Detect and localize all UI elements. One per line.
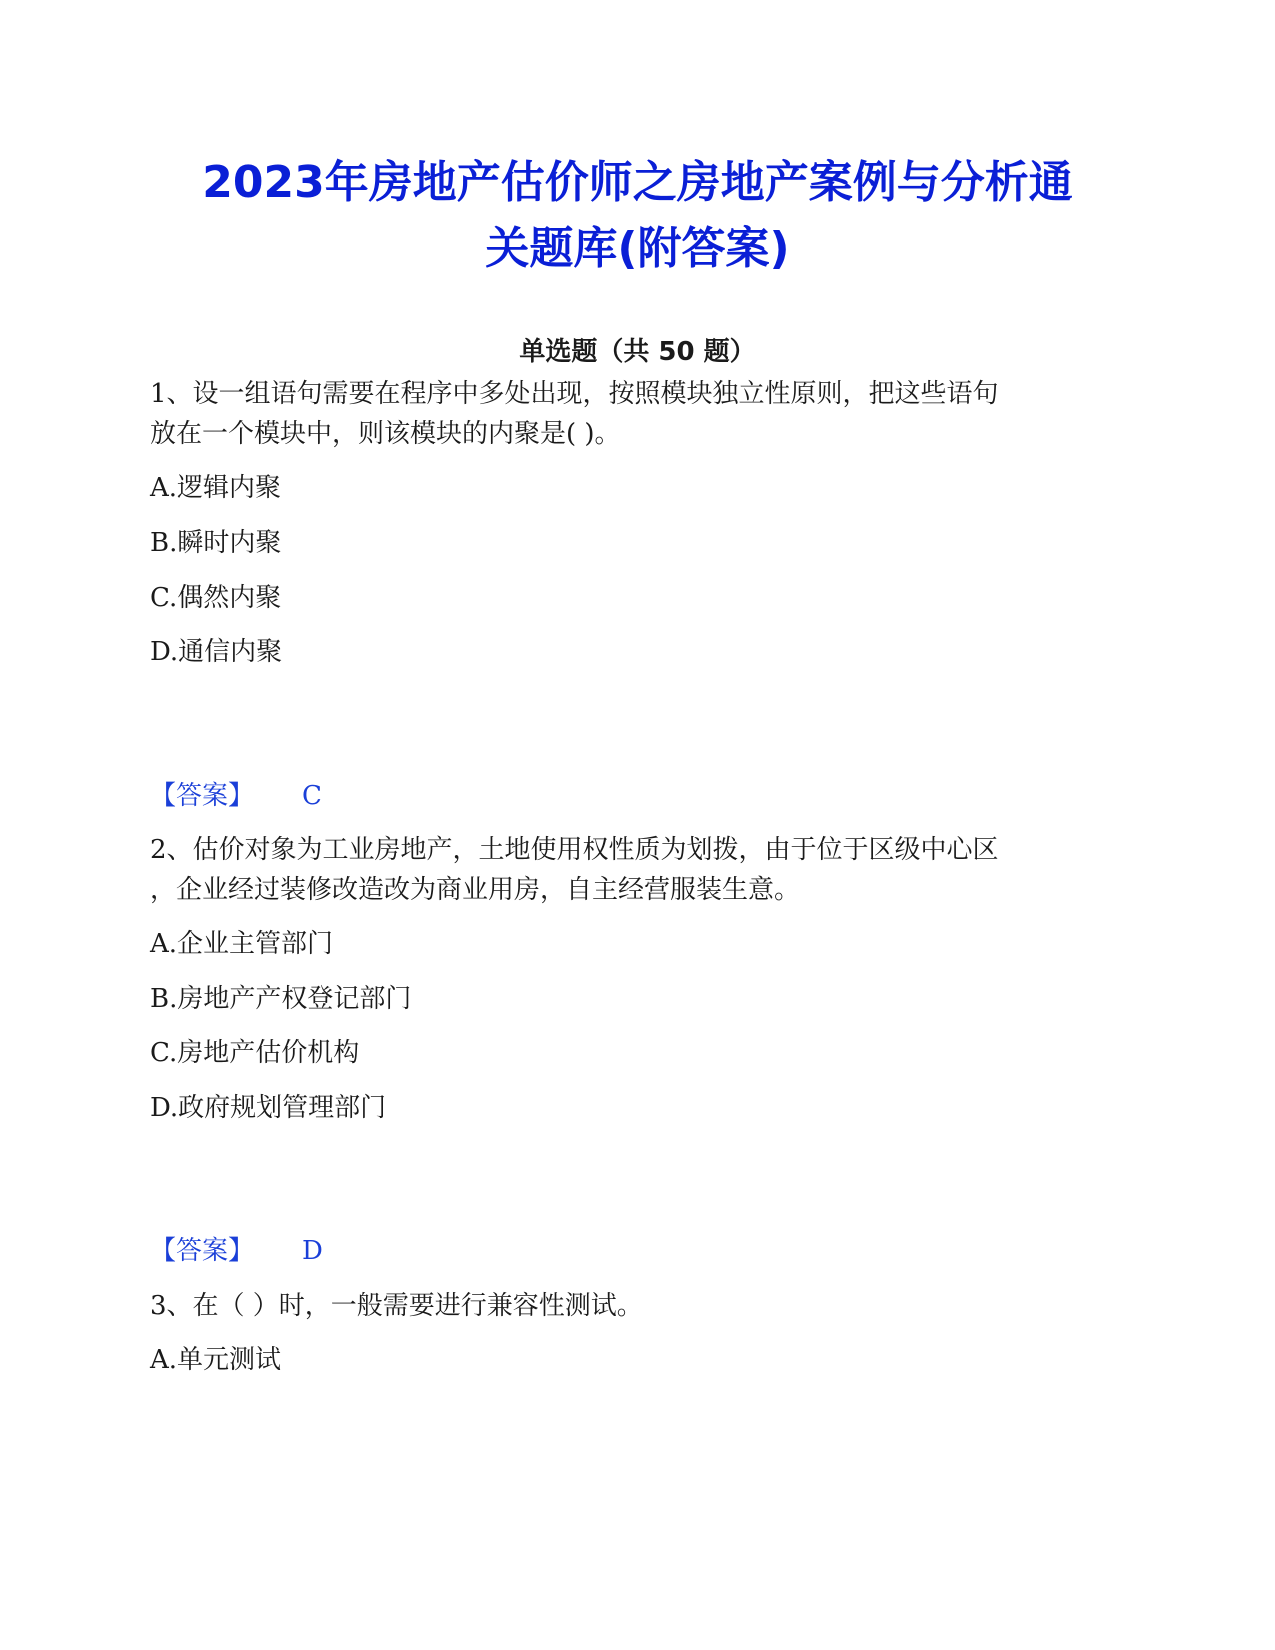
question-2-answer (150, 1233, 323, 1269)
question-2-option-d: D.政府规划管理部门 (150, 1093, 387, 1123)
question-3-stem-line-1: 3、在（ ）时，一般需要进行兼容性测试。 (150, 1291, 643, 1321)
question-2-option-a: A.企业主管部门 (150, 929, 334, 959)
question-2-option-c: C.房地产估价机构 (150, 1038, 360, 1068)
answer-label: 【答案】 (150, 781, 255, 811)
question-2-stem-line-2: ，企业经过装修改造改为商业用房，自主经营服装生意。 (150, 875, 801, 905)
question-3-option-a: A.单元测试 (150, 1345, 282, 1375)
section-heading: 单选题（共 50 题） (519, 337, 756, 367)
question-1-stem-line-2: 放在一个模块中，则该模块的内聚是( )。 (150, 419, 621, 449)
question-1-option-a: A.逻辑内聚 (150, 473, 282, 503)
question-1-option-d: D.通信内聚 (150, 637, 283, 667)
document-title-line-2: 关题库(附答案) (485, 223, 790, 274)
question-2-option-b: B.房地产产权登记部门 (150, 984, 412, 1014)
answer-value: C (302, 781, 322, 811)
answer-label: 【答案】 (150, 1236, 255, 1266)
question-1-option-b: B.瞬时内聚 (150, 528, 282, 558)
answer-value: D (302, 1236, 323, 1266)
document-title-line-1: 2023年房地产估价师之房地产案例与分析通 (202, 157, 1073, 208)
question-1-answer (150, 778, 322, 814)
question-1-stem-line-1: 1、设一组语句需要在程序中多处出现，按照模块独立性原则，把这些语句 (150, 379, 999, 409)
question-2-stem-line-1: 2、估价对象为工业房地产，土地使用权性质为划拨，由于位于区级中心区 (150, 835, 999, 865)
question-1-option-c: C.偶然内聚 (150, 583, 282, 613)
